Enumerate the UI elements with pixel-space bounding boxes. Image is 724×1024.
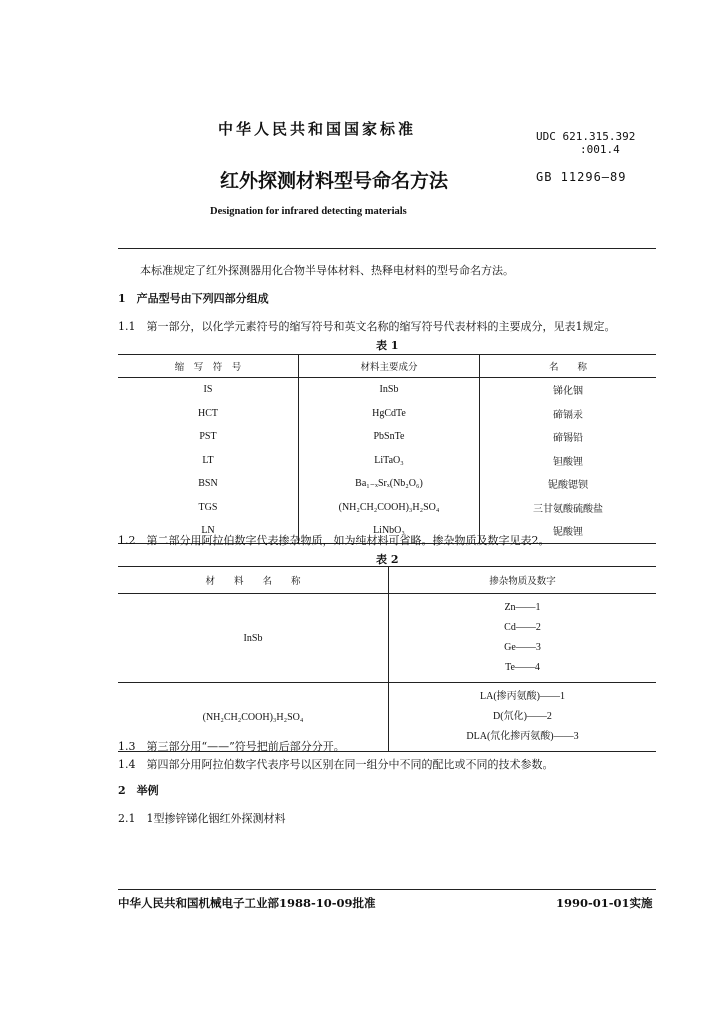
section-1-3: 1.3 第三部分用“——”符号把前后部分分开。 <box>118 740 345 753</box>
table-row <box>118 496 656 520</box>
udc-code-suffix: :001.4 <box>580 143 620 156</box>
dopant-item: D(氘化)——2 <box>493 711 552 722</box>
composition-cell: InSb <box>299 378 480 402</box>
material-cell: (NH₂CH₂COOH)₃H₂SO₄ <box>118 683 389 752</box>
dopant-cell <box>389 683 657 752</box>
composition-cell: (NH₂CH₂COOH)₃H₂SO₄ <box>299 496 480 520</box>
table-row <box>118 402 656 426</box>
name-cell: 碲锡铅 <box>480 425 657 449</box>
section-2-heading: 2 举例 <box>118 784 159 797</box>
top-rule <box>118 248 656 249</box>
table-2-caption: 表 2 <box>376 553 399 566</box>
table-1-header-composition: 材料主要成分 <box>299 355 480 378</box>
composition-cell: LiTaO₃ <box>299 449 480 473</box>
name-cell: 碲镉汞 <box>480 402 657 426</box>
name-cell: 锑化铟 <box>480 378 657 402</box>
abbr-cell: LT <box>202 454 214 466</box>
section-1-4: 1.4 第四部分用阿拉伯数字代表序号以区别在同一组分中不同的配比或不同的技术参数。 <box>118 758 554 771</box>
table-2 <box>118 566 656 752</box>
table-2-header-dopant: 掺杂物质及数字 <box>389 567 657 594</box>
dopant-item: Ge——3 <box>504 642 541 653</box>
intro-paragraph: 本标准规定了红外探测器用化合物半导体材料、热释电材料的型号命名方法。 <box>140 264 514 277</box>
name-cell: 三甘氨酸硫酸盐 <box>480 496 657 520</box>
abbr-cell: BSN <box>198 478 218 490</box>
dopant-item: Cd——2 <box>504 622 541 633</box>
table-2-header-row <box>118 567 656 594</box>
approval-footer: 中华人民共和国机械电子工业部1988-10-09批准 <box>118 896 376 910</box>
dopant-item: Te——4 <box>505 662 540 673</box>
section-1-2: 1.2 第二部分用阿拉伯数字代表掺杂物质，如为纯材料可省略。掺杂物质及数字见表2。 <box>118 534 550 547</box>
abbr-cell: IS <box>203 384 213 396</box>
standard-org-title: 中华人民共和国国家标准 <box>218 120 417 138</box>
material-cell: InSb <box>118 594 389 683</box>
dopant-cell <box>389 594 657 683</box>
name-cell: 铌酸锂 <box>480 519 657 543</box>
table-row <box>118 594 656 683</box>
table-1 <box>118 354 656 544</box>
composition-cell: PbSnTe <box>299 425 480 449</box>
composition-cell: LiNbO₃ <box>299 519 480 543</box>
udc-code: UDC 621.315.392 <box>536 130 636 143</box>
dopant-item: DLA(氘化掺丙氨酸)——3 <box>466 731 579 742</box>
table-1-header-name: 名 称 <box>480 355 657 378</box>
table-row <box>118 472 656 496</box>
table-1-header-abbr: 缩 写 符 号 <box>118 355 299 378</box>
composition-cell: HgCdTe <box>299 402 480 426</box>
table-1-caption: 表 1 <box>376 339 399 352</box>
name-cell: 铌酸锶钡 <box>480 472 657 496</box>
gb-number: GB 11296—89 <box>536 170 627 184</box>
dopant-item: LA(掺丙氨酸)——1 <box>480 691 565 702</box>
document-title-zh: 红外探测材料型号命名方法 <box>220 170 449 192</box>
table-row <box>118 449 656 473</box>
abbr-cell: PST <box>199 431 217 443</box>
abbr-cell: HCT <box>198 407 218 419</box>
name-cell: 钽酸锂 <box>480 449 657 473</box>
section-1-heading: 1 产品型号由下列四部分组成 <box>118 292 269 305</box>
dopant-item: Zn——1 <box>504 602 541 613</box>
abbr-cell: TGS <box>198 501 218 513</box>
abbr-cell: LN <box>118 519 299 543</box>
table-1-header-row <box>118 355 656 378</box>
table-row <box>118 425 656 449</box>
section-1-1: 1.1 第一部分，以化学元素符号的缩写符号和英文名称的缩写符号代表材料的主要成分，见表1规定。 <box>118 320 616 333</box>
bottom-rule <box>118 889 656 890</box>
table-2-header-material: 材 料 名 称 <box>118 567 389 594</box>
implementation-date: 1990-01-01实施 <box>556 896 653 910</box>
composition-cell: Ba₁₋ₓSrₓ(Nb₂O₆) <box>299 472 480 496</box>
section-2-1: 2.1 1型掺锌锑化铟红外探测材料 <box>118 812 286 825</box>
table-row <box>118 378 656 402</box>
document-title-en: Designation for infrared detecting materials <box>210 206 407 217</box>
